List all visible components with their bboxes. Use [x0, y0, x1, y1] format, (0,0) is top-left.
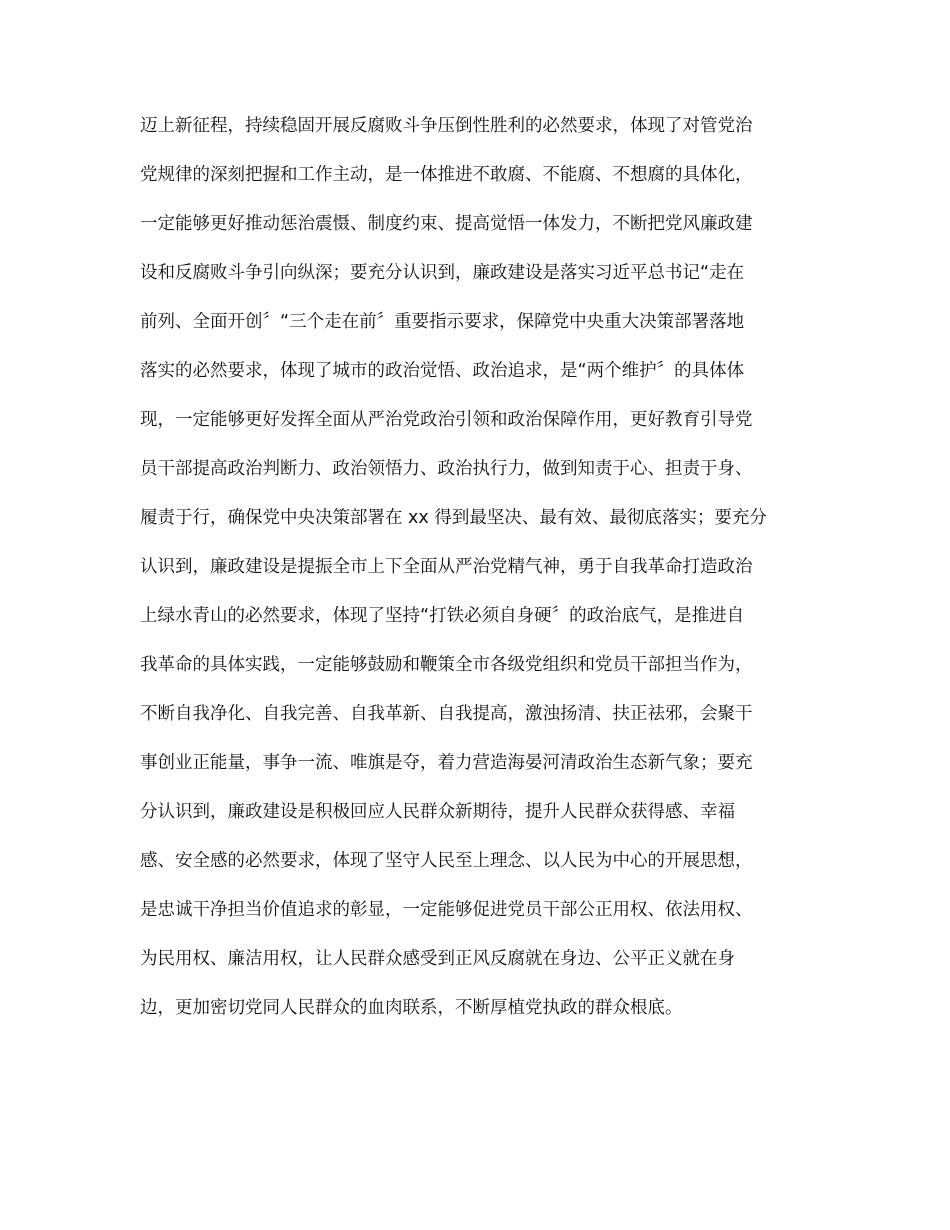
text-line: 一定能够更好推动惩治震慑、制度约束、提高觉悟一体发力，不断把党风廉政建 [140, 214, 753, 234]
text-line: 我革命的具体实践，一定能够鼓励和鞭策全市各级党组织和党员干部担当作为， [140, 655, 753, 675]
text-line: 边，更加密切党同人民群众的血肉联系，不断厚植党执政的群众根底。 [140, 998, 683, 1018]
text-line: 落实的必然要求，体现了城市的政治觉悟、政治追求，是“两个维护〞的具体体 [140, 361, 745, 381]
text-line: 认识到，廉政建设是提振全市上下全面从严治党精气神，勇于自我革命打造政治 [140, 557, 753, 577]
text-line: 不断自我净化、自我完善、自我革新、自我提高，激浊扬清、扶正祛邪，会聚干 [140, 704, 753, 724]
text-line: 履责于行，确保党中央决策部署在 xx 得到最坚决、最有效、最彻底落实；要充分 [140, 508, 767, 528]
text-line: 员干部提高政治判断力、政治领悟力、政治执行力，做到知责于心、担责于身、 [140, 459, 753, 479]
text-line: 迈上新征程，持续稳固开展反腐败斗争压倒性胜利的必然要求，体现了对管党治 [140, 116, 753, 136]
text-line: 党规律的深刻把握和工作主动，是一体推进不敢腐、不能腐、不想腐的具体化， [140, 165, 753, 185]
text-line: 感、安全感的必然要求，体现了坚守人民至上理念、以人民为中心的开展思想， [140, 851, 753, 871]
text-line: 上绿水青山的必然要求，体现了坚持“打铁必须自身硬〞的政治底气，是推进自 [140, 606, 745, 626]
text-line: 是忠诚干净担当价值追求的彰显，一定能够促进党员干部公正用权、依法用权、 [140, 900, 753, 920]
text-line: 为民用权、廉洁用权，让人民群众感受到正风反腐就在身边、公平正义就在身 [140, 949, 735, 969]
body-paragraph [140, 108, 810, 1039]
text-line: 分认识到，廉政建设是积极回应人民群众新期待，提升人民群众获得感、幸福 [140, 802, 735, 822]
text-line: 事创业正能量，事争一流、唯旗是夺，着力营造海晏河清政治生态新气象；要充 [140, 753, 753, 773]
text-line: 设和反腐败斗争引向纵深；要充分认识到，廉政建设是落实习近平总书记“走在 [140, 263, 745, 283]
text-line: 现，一定能够更好发挥全面从严治党政治引领和政治保障作用，更好教育引导党 [140, 410, 753, 430]
text-line: 前列、全面开创〞“三个走在前〞重要指示要求，保障党中央重大决策部署落地 [140, 312, 745, 332]
